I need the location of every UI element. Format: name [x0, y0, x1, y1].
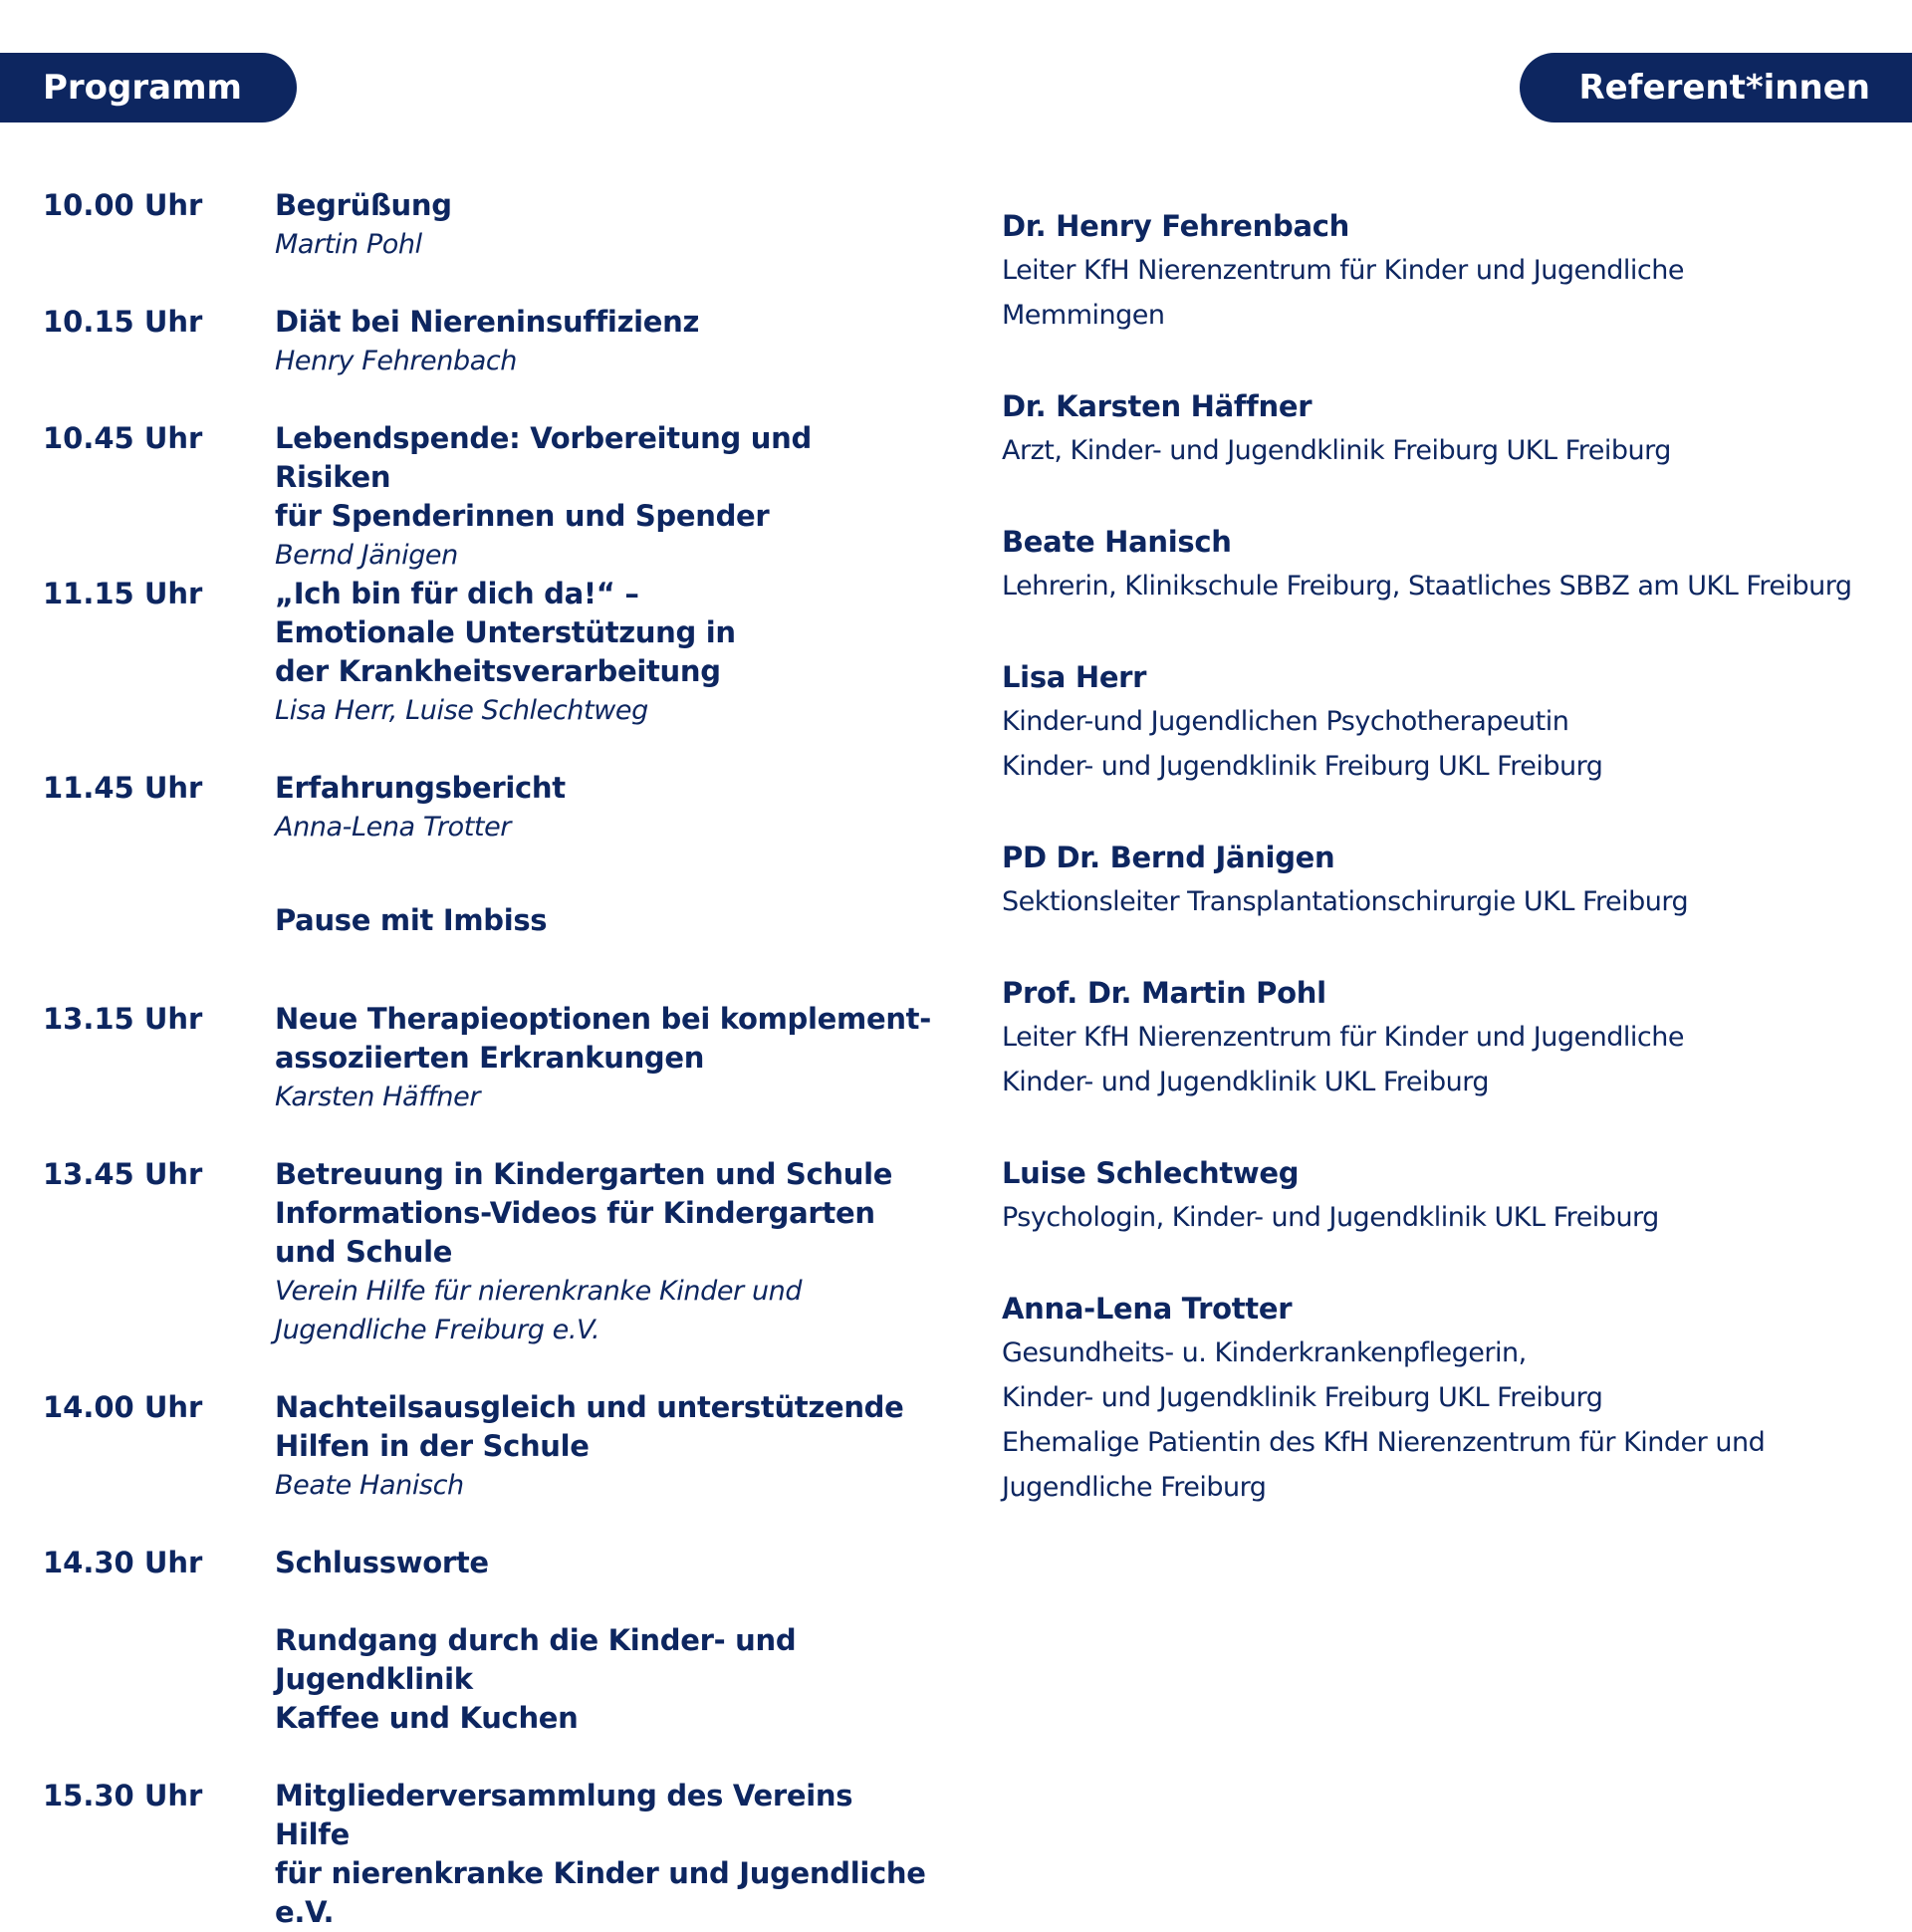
program-time: 14.00 Uhr: [43, 1390, 203, 1424]
speaker-entry: [1002, 1151, 1898, 1240]
speaker-detail: Kinder- und Jugendklinik Freiburg UKL Freiburg: [1002, 751, 1603, 782]
program-speaker: Karsten Häffner: [275, 1082, 481, 1112]
speaker-entry: [1002, 971, 1898, 1104]
program-time: 15.30 Uhr: [43, 1779, 203, 1812]
program-header-tab: [0, 53, 297, 122]
speaker-entry: [1002, 836, 1898, 924]
program-speaker: Martin Pohl: [275, 229, 422, 260]
program-header-label: Programm: [43, 68, 242, 108]
program-title: Nachteilsausgleich und unterstützende Hilfen in der Schule: [275, 1390, 904, 1463]
speaker-detail: Kinder-und Jugendlichen Psychotherapeutin: [1002, 706, 1569, 737]
speaker-detail: Leiter KfH Nierenzentrum für Kinder und Jugendliche: [1002, 255, 1684, 286]
speaker-detail: Kinder- und Jugendklinik UKL Freiburg: [1002, 1067, 1490, 1097]
program-title: Lebendspende: Vorbereitung und Risiken für Spenderinnen und Spender: [275, 421, 812, 533]
program-speaker: Bernd Jänigen: [275, 540, 458, 571]
speaker-detail: Lehrerin, Klinikschule Freiburg, Staatliches SBBZ am UKL Freiburg: [1002, 571, 1852, 602]
speaker-name: Anna-Lena Trotter: [1002, 1292, 1293, 1326]
program-title: Diät bei Niereninsuffizienz: [275, 305, 700, 339]
program-title: Pause mit Imbiss: [275, 903, 548, 937]
speakers-header-tab: [1520, 53, 1912, 122]
speaker-detail: Jugendliche Freiburg: [1002, 1472, 1267, 1503]
speaker-entry: [1002, 384, 1898, 473]
program-title: Betreuung in Kindergarten und Schule Informations-Videos für Kindergarten und Schule: [275, 1157, 893, 1269]
speaker-name: Dr. Henry Fehrenbach: [1002, 209, 1349, 243]
speaker-entry: [1002, 520, 1898, 608]
speaker-detail: Leiter KfH Nierenzentrum für Kinder und Jugendliche: [1002, 1022, 1684, 1053]
speaker-name: Lisa Herr: [1002, 660, 1147, 694]
program-speaker: Verein Hilfe für nierenkranke Kinder und Jugendliche Freiburg e.V.: [275, 1276, 803, 1345]
program-time: 10.00 Uhr: [43, 188, 203, 222]
program-title: Erfahrungsbericht: [275, 771, 566, 805]
speaker-detail: Gesundheits- u. Kinderkrankenpflegerin,: [1002, 1337, 1527, 1368]
speaker-name: Beate Hanisch: [1002, 525, 1232, 559]
speaker-entry: [1002, 1287, 1898, 1510]
speaker-name: PD Dr. Bernd Jänigen: [1002, 841, 1335, 874]
program-title: Kaffee und Kuchen: [275, 1701, 579, 1735]
program-time: 13.45 Uhr: [43, 1157, 203, 1191]
program-title: Mitgliederversammlung des Vereins Hilfe für nierenkranke Kinder und Jugendliche e.V.: [275, 1779, 926, 1929]
speaker-detail: Arzt, Kinder- und Jugendklinik Freiburg UKL Freiburg: [1002, 435, 1671, 466]
program-time: 10.15 Uhr: [43, 305, 203, 339]
program-speaker: Beate Hanisch: [275, 1470, 464, 1501]
speaker-name: Prof. Dr. Martin Pohl: [1002, 976, 1326, 1010]
speakers-header-label: Referent*innen: [1578, 68, 1870, 108]
speaker-entry: [1002, 655, 1898, 789]
program-time: 13.15 Uhr: [43, 1002, 203, 1036]
speaker-name: Dr. Karsten Häffner: [1002, 389, 1313, 423]
speaker-detail: Sektionsleiter Transplantationschirurgie UKL Freiburg: [1002, 886, 1689, 917]
program-title: Neue Therapieoptionen bei komplement- assoziierten Erkrankungen: [275, 1002, 931, 1075]
speaker-detail: Psychologin, Kinder- und Jugendklinik UKL Freiburg: [1002, 1202, 1659, 1233]
speaker-detail: Memmingen: [1002, 300, 1165, 331]
program-title: Rundgang durch die Kinder- und Jugendklinik: [275, 1623, 797, 1696]
program-title: Schlussworte: [275, 1546, 489, 1579]
speaker-entry: [1002, 204, 1898, 338]
program-title: Begrüßung: [275, 188, 452, 222]
program-speaker: Henry Fehrenbach: [275, 346, 518, 376]
speaker-detail: Ehemalige Patientin des KfH Nierenzentrum für Kinder und: [1002, 1427, 1766, 1458]
program-time: 11.45 Uhr: [43, 771, 203, 805]
program-title: „Ich bin für dich da!“ – Emotionale Unterstützung in der Krankheitsverarbeitung: [275, 577, 736, 688]
program-speaker: Anna-Lena Trotter: [275, 812, 511, 843]
program-time: 14.30 Uhr: [43, 1546, 203, 1579]
program-time: 10.45 Uhr: [43, 421, 203, 455]
speaker-name: Luise Schlechtweg: [1002, 1156, 1300, 1190]
speaker-detail: Kinder- und Jugendklinik Freiburg UKL Freiburg: [1002, 1382, 1603, 1413]
program-speaker: Lisa Herr, Luise Schlechtweg: [275, 695, 648, 726]
program-time: 11.15 Uhr: [43, 577, 203, 610]
